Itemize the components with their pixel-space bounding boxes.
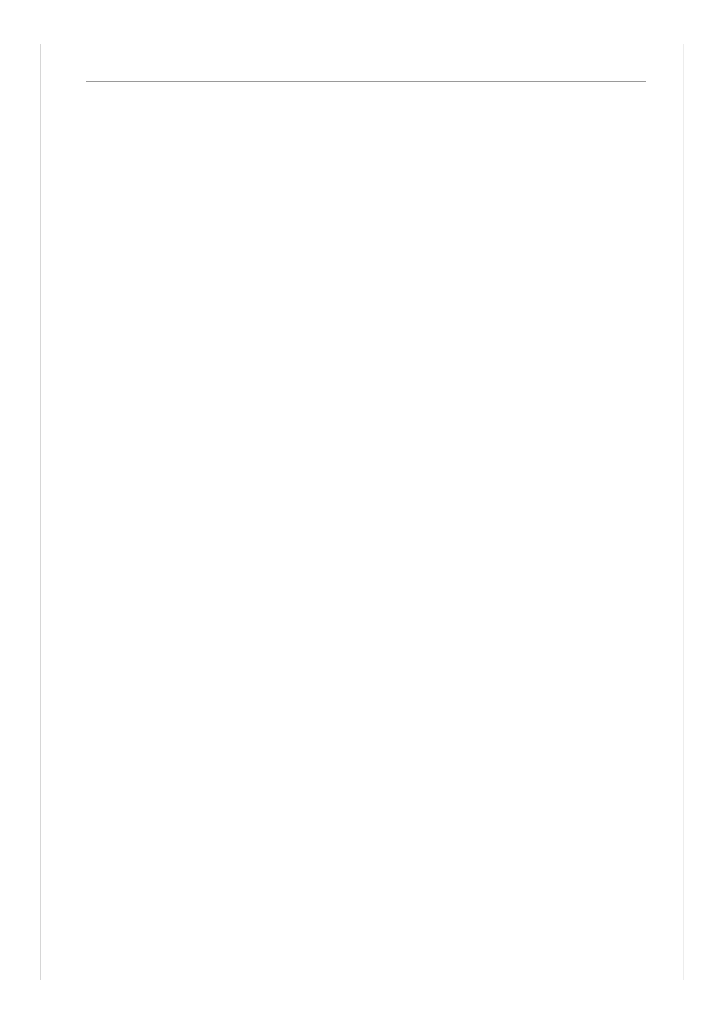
page-margin-line-left: [40, 44, 41, 980]
column-header-option-code: [88, 89, 197, 103]
page-margin-line-right: [683, 44, 684, 980]
section-divider: [86, 81, 646, 82]
section-title: [88, 55, 648, 77]
column-header-description: [197, 89, 648, 103]
equipment-document: [88, 42, 648, 103]
table-header: [88, 89, 648, 103]
